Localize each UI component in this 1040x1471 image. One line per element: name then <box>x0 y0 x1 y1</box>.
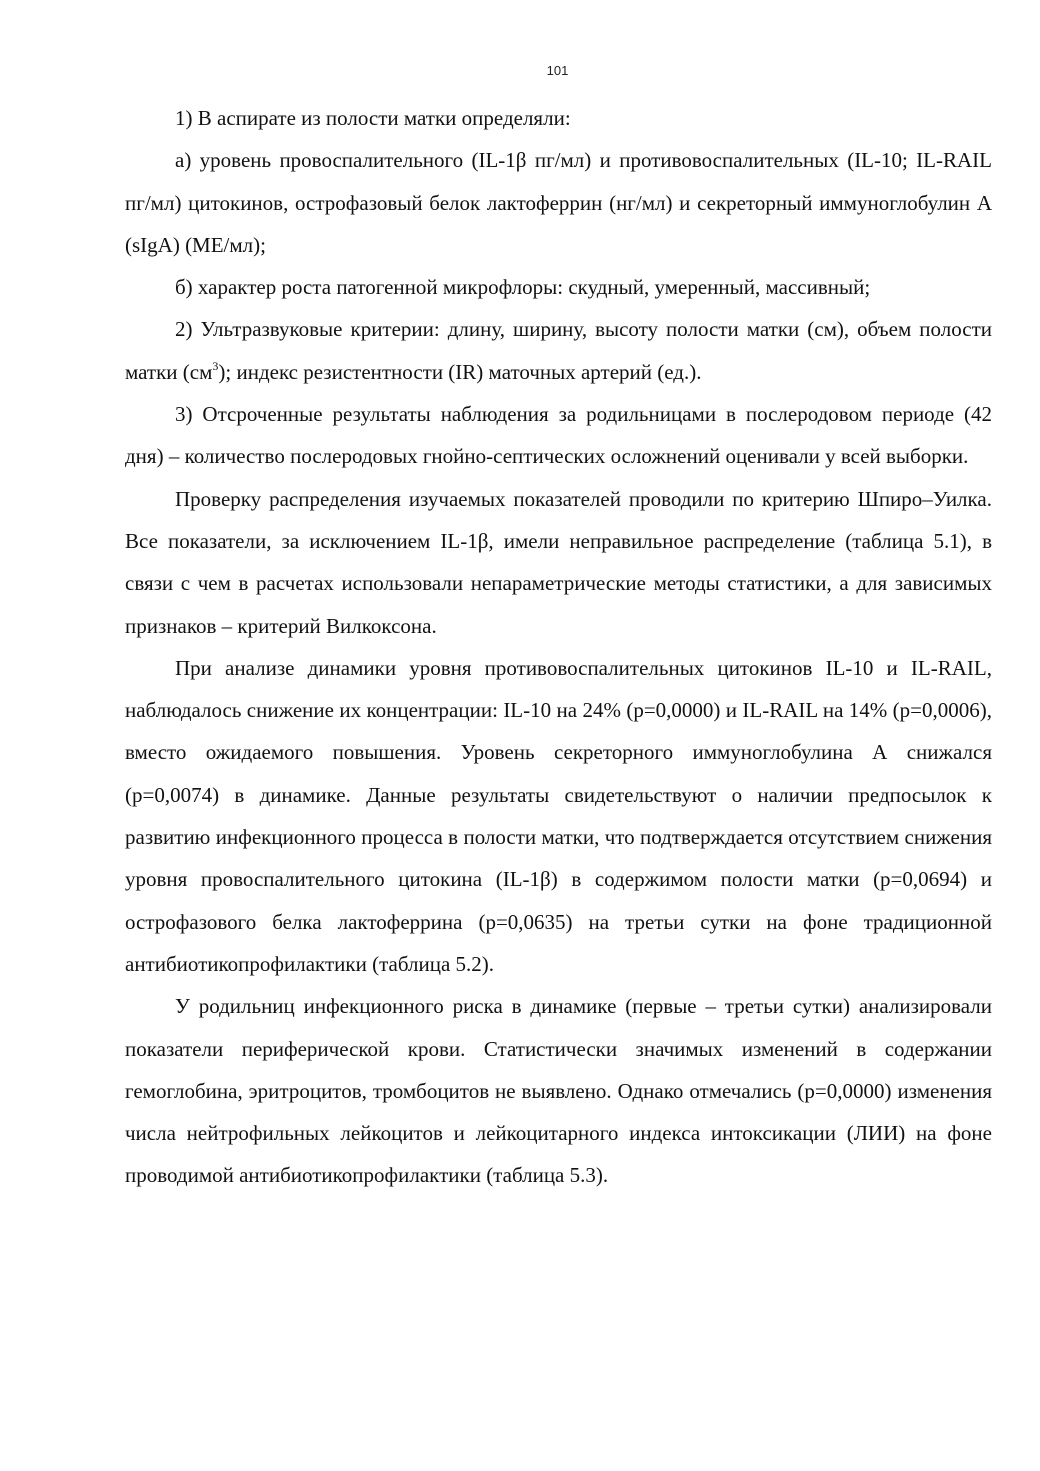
ultrasound-text-start: 2) Ультразвуковые критерии: длину, ширину, высоту полости матки (см), объем полости матки (см <box>125 317 992 384</box>
paragraph-distribution-check: Проверку распределения изучаемых показателей проводили по критерию Шпиро–Уилка. Все показатели, за исключением IL-1β, имели неправильное распределение (таблица 5.1), в связи с чем в расчетах использовали непараметрические методы статистики, а для зависимых признаков – критерий Вилкоксона. <box>125 486 992 638</box>
paragraph-ultrasound <box>125 308 992 393</box>
document-body <box>125 97 992 1197</box>
superscript-cube: 3 <box>212 358 219 373</box>
ultrasound-text-end: ); индекс резистентности (IR) маточных артерий (ед.). <box>218 359 702 384</box>
page-number: 101 <box>546 63 569 78</box>
paragraph-cytokines: а) уровень провоспалительного (IL-1β пг/мл) и противовоспалительных (IL-10; IL-RAIL пг/мл) цитокинов, острофазовый белок лактоферрин (нг/мл) и секреторный иммуноглобулин А (sIgA) (МЕ/мл); <box>125 148 992 257</box>
paragraph-deferred-results: 3) Отсроченные результаты наблюдения за родильницами в послеродовом периоде (42 дня) – количество послеродовых гнойно-септических осложнений оценивали у всей выборки. <box>125 402 992 469</box>
paragraph-aspirate-intro: 1) В аспирате из полости матки определяли: <box>175 106 571 130</box>
paragraph-blood-indicators: У родильниц инфекционного риска в динамике (первые – третьи сутки) анализировали показатели периферической крови. Статистически значимых изменений в содержании гемоглобина, эритроцитов, тромбоцитов не выявлено. Однако отмечались (р=0,0000) изменения числа нейтрофильных лейкоцитов и лейкоцитарного индекса интоксикации (ЛИИ) на фоне проводимой антибиотикопрофилактики (таблица 5.3). <box>125 994 992 1188</box>
paragraph-microflora: б) характер роста патогенной микрофлоры: скудный, умеренный, массивный; <box>175 275 871 300</box>
paragraph-cytokine-dynamics: При анализе динамики уровня противовоспалительных цитокинов IL-10 и IL-RAIL, наблюдалось снижение их концентрации: IL-10 на 24% (р=0,0000) и IL-RAIL на 14% (р=0,0006), вместо ожидаемого повышения. Уровень секреторного иммуноглобулина А снижался (р=0,0074) в динамике. Данные результаты свидетельствуют о наличии предпосылок к развитию инфекционного процесса в полости матки, что подтверждается отсутствием снижения уровня провоспалительного цитокина (IL-1β) в содержимом полости матки (р=0,0694) и острофазового белка лактоферрина (р=0,0635) на третьи сутки на фоне традиционной антибиотикопрофилактики (таблица 5.2). <box>125 655 992 976</box>
